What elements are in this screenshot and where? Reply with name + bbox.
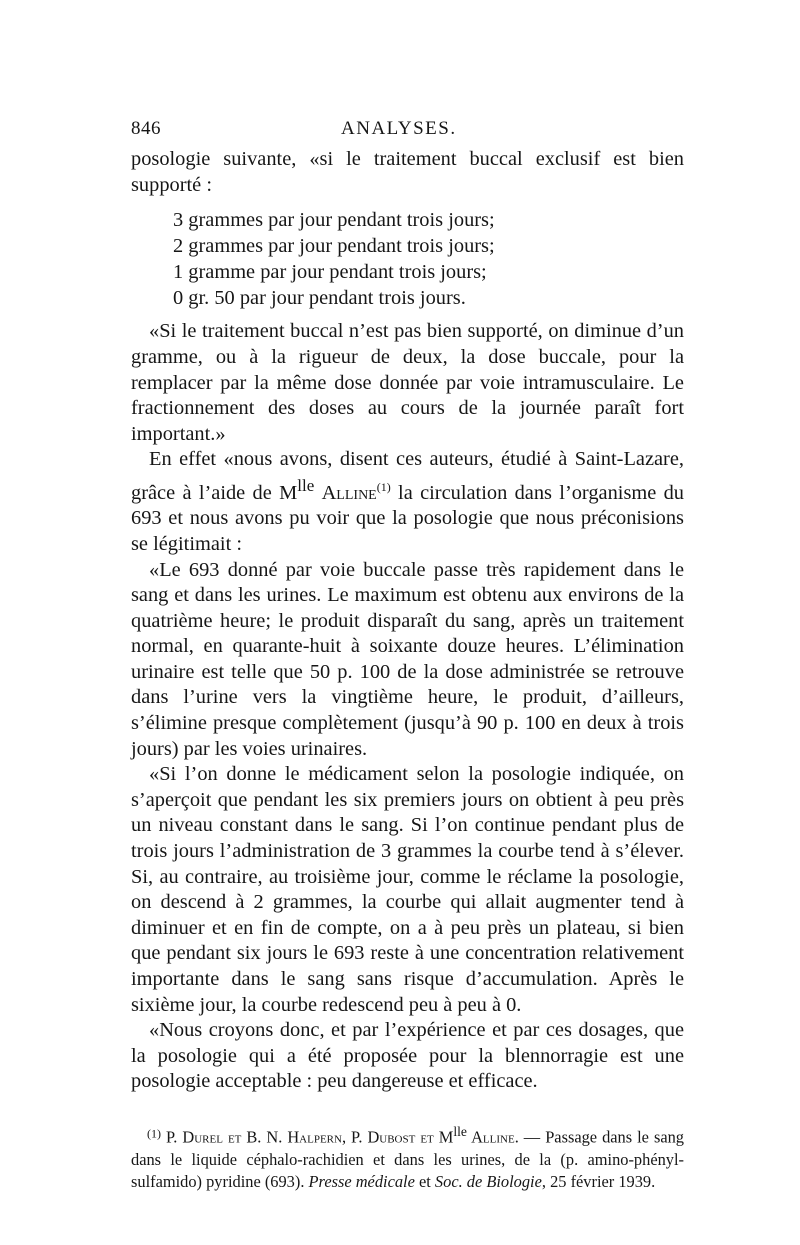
paragraph-conclusion: «Nous croyons donc, et par l’expérience et par ces dosages, que la posologie qui a été proposée pour la blennorragie est une posologie acceptable : peu dangereuse et efficace.	[131, 1019, 684, 1093]
paragraph-absorption: «Le 693 donné par voie buccale passe très rapidement dans le sang et dans les urines. Le maximum est obtenu aux environs de la quatrième heure; le produit disparaît du sang, après un traitement normal, en quarante-huit à soixante douze heures. L’élimination urinaire est telle que 50 p. 100 de la dose administrée se retrouve dans l’urine vers la vingtième heure, le produit, d’ailleurs, s’élimine presque complètement (jusqu’à 90 p. 100 en deux à trois jours) par les voies urinaires.	[131, 558, 684, 760]
footnote-1	[131, 1121, 684, 1194]
footnote-journal-presse: Presse médicale	[308, 1172, 415, 1192]
study-text-end: la circulation dans l’organisme du 693 et nous avons pu voir que la posologie que nous préconisions se légitimait :	[131, 481, 685, 555]
researcher-name: Alline	[321, 481, 377, 504]
footnote-marker: (1)	[147, 1126, 161, 1141]
paragraph-intro: posologie suivante, «si le traitement buccal exclusif est bien supporté :	[131, 148, 684, 196]
footnote-journal-biologie: Soc. de Biologie	[434, 1172, 542, 1192]
study-text-start: En effet «nous avons, disent ces auteurs, étudié à Saint-Lazare, grâce à l’aide de M	[131, 448, 684, 504]
body-text	[131, 147, 684, 1095]
dosage-list	[173, 208, 684, 311]
footnote-authors-end: Alline. —	[467, 1127, 546, 1147]
paragraph-study	[131, 447, 684, 557]
footnote-mlle-superscript: lle	[453, 1123, 467, 1139]
footnote-authors: P. Durel et B. N. Halpern, P. Dubost et M	[166, 1127, 454, 1147]
footnote-reference: (1)	[376, 479, 391, 494]
running-title: ANALYSES.	[341, 118, 457, 139]
dosage-item: 2 grammes par jour pendant trois jours;	[173, 234, 495, 257]
page-number: 846	[131, 118, 161, 139]
dosage-item: 1 gramme par jour pendant trois jours;	[173, 260, 487, 283]
footnote-date: , 25 février 1939.	[541, 1172, 656, 1192]
page-header	[131, 114, 684, 144]
footnote-title: Passage dans le sang dans le liquide céphalo-rachidien et dans les urines, de la (p. amino-phényl-sulfamido) pyridine (693).	[131, 1127, 684, 1192]
document-page	[131, 114, 684, 1194]
footnote-connector: et	[414, 1172, 435, 1192]
mlle-superscript: lle	[297, 475, 315, 495]
paragraph-intolerance: «Si le traitement buccal n’est pas bien supporté, on diminue d’un gramme, ou à la rigueur de deux, la dose buccale, pour la remplacer par la même dose donnée par voie intramusculaire. Le fractionnement des doses au cours de la journée paraît fort important.»	[131, 320, 684, 445]
dosage-item: 3 grammes par jour pendant trois jours;	[173, 209, 495, 232]
paragraph-posology: «Si l’on donne le médicament selon la posologie indiquée, on s’aperçoit que pendant les six premiers jours on obtient à peu près un niveau constant dans le sang. Si l’on continue pendant plus de trois jours l’administration de 3 grammes la courbe tend à s’élever. Si, au contraire, au troisième jour, comme le réclame la posologie, on descend à 2 grammes, la courbe qui allait augmenter tend à diminuer et en fin de compte, on a à peu près un plateau, si bien que pendant six jours le 693 reste à une concentration relativement importante dans le sang sans risque d’accumulation. Après le sixième jour, la courbe redescend peu à peu à 0.	[131, 763, 684, 1016]
footnotes	[131, 1121, 684, 1194]
dosage-item: 0 gr. 50 par jour pendant trois jours.	[173, 286, 466, 309]
